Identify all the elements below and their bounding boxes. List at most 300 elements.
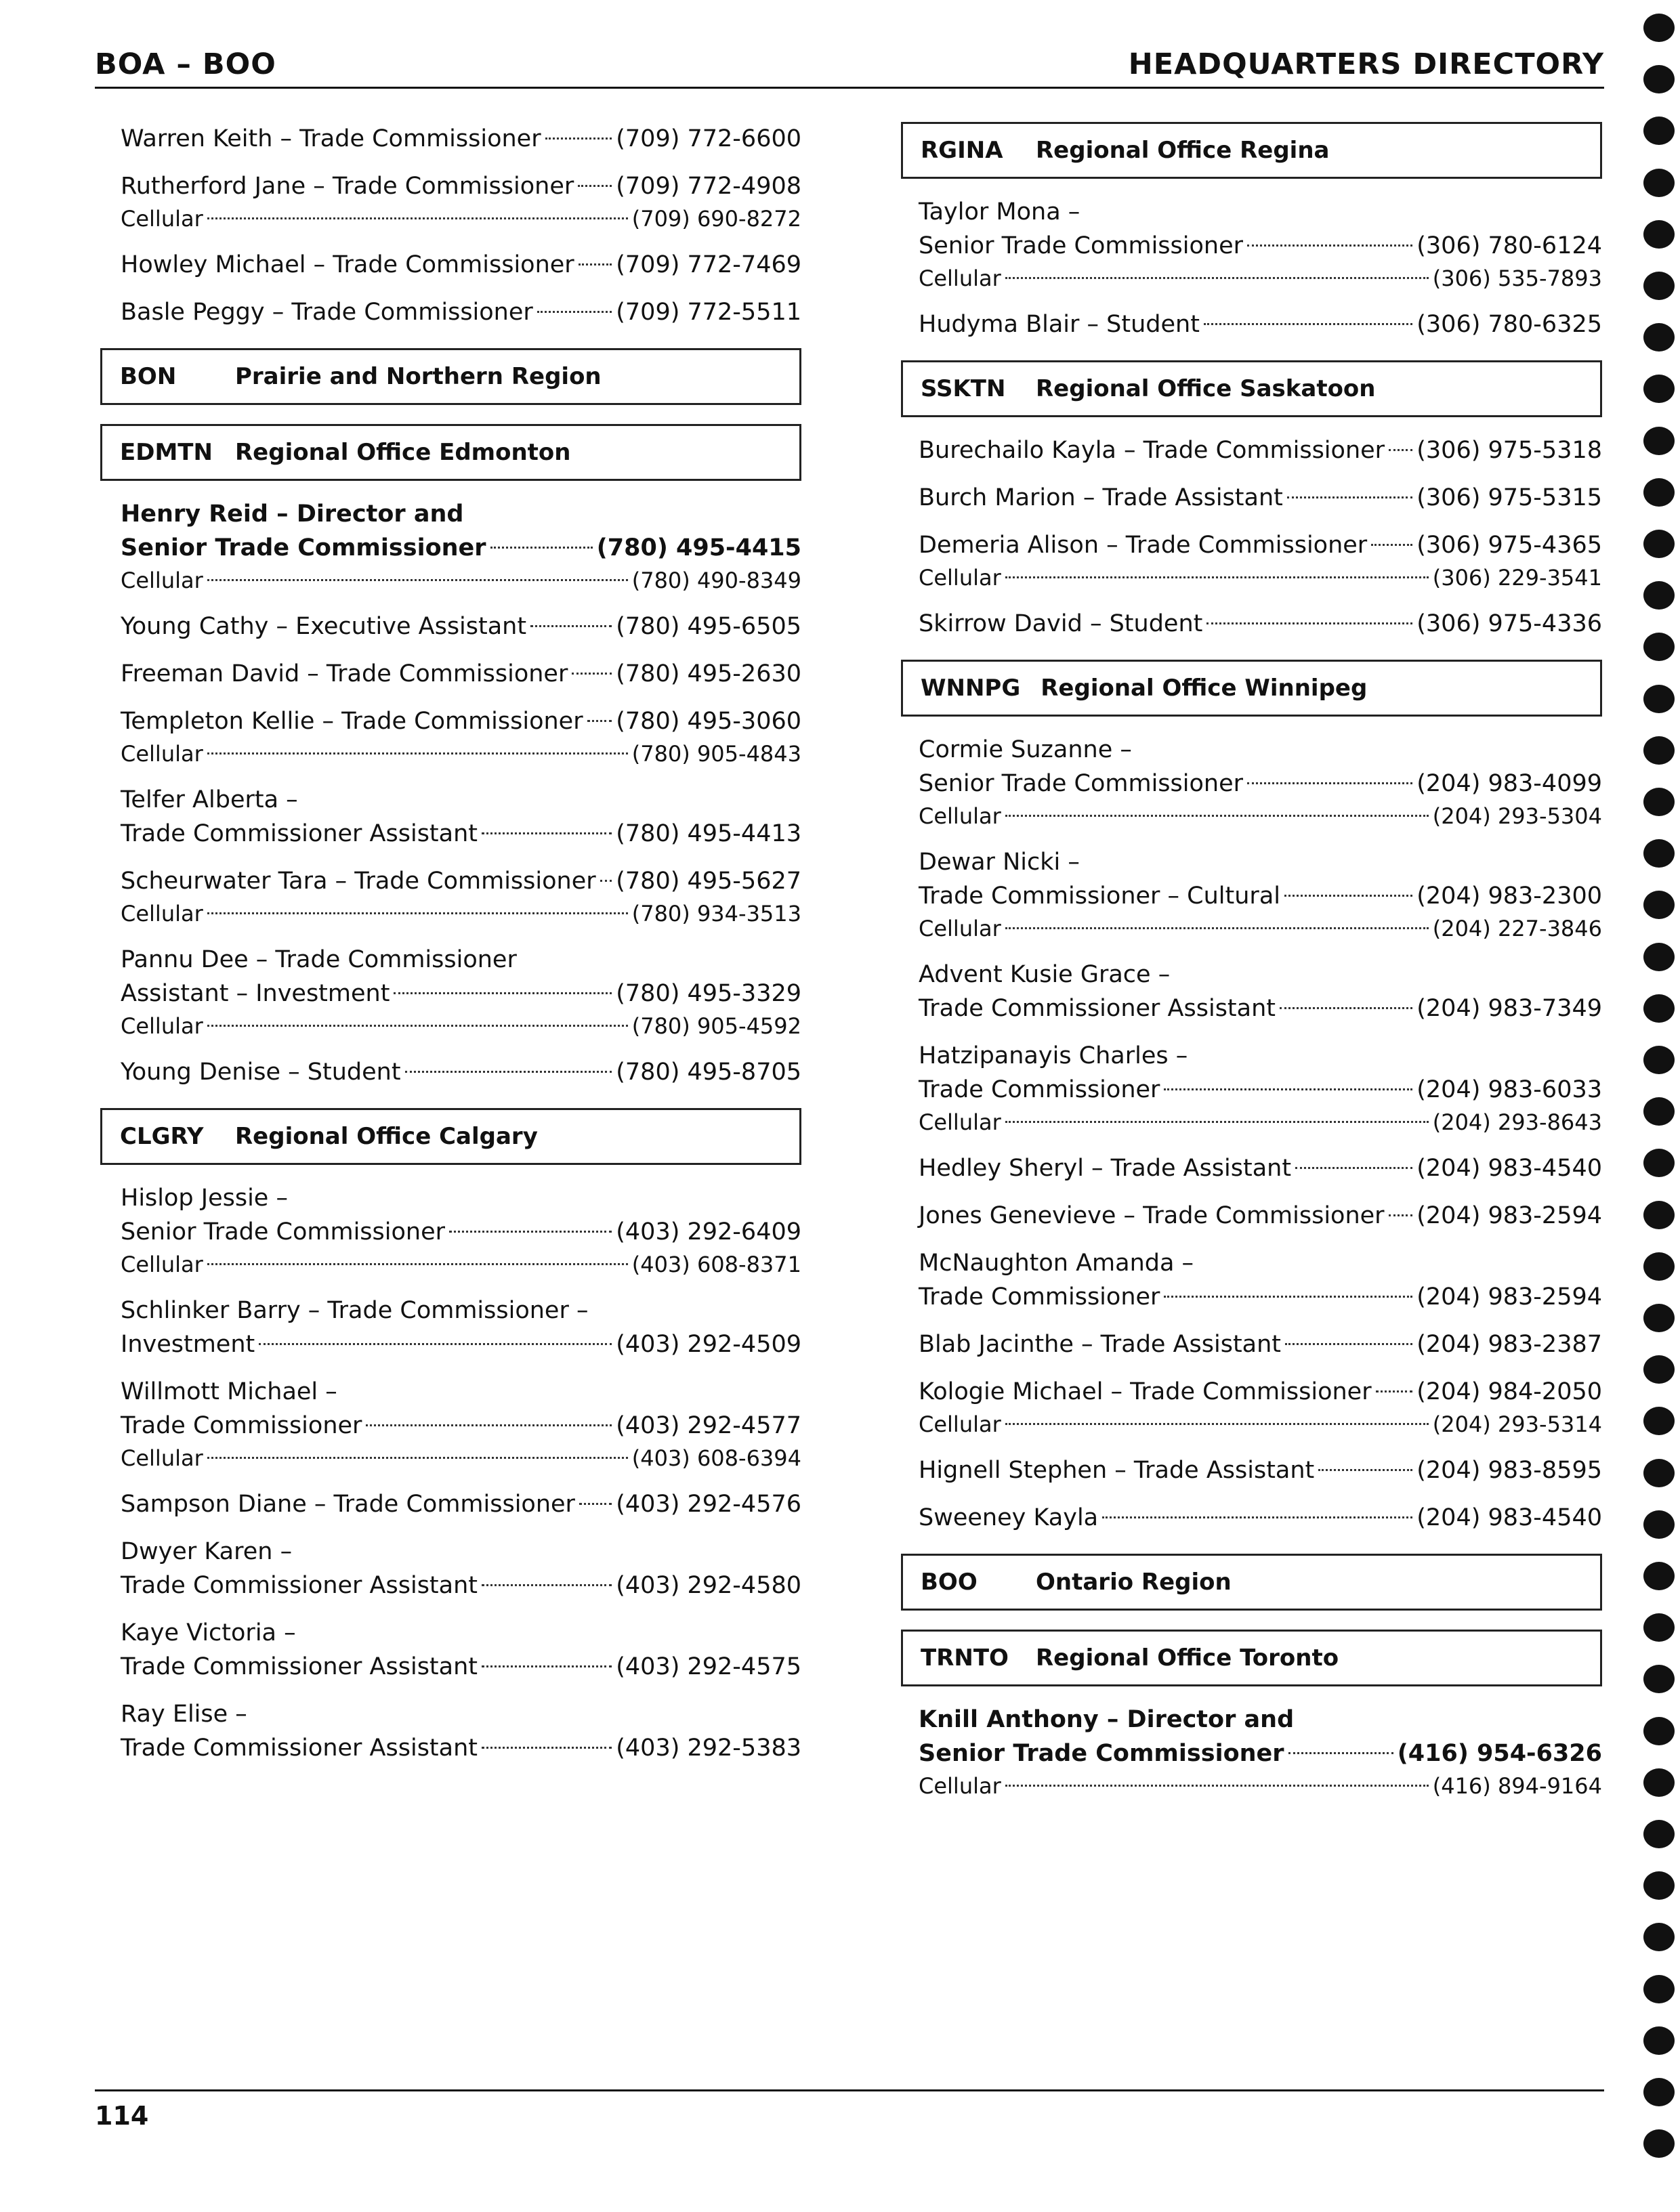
dot-leader — [1280, 1007, 1412, 1009]
binder-hole — [1643, 581, 1675, 610]
listing-name: Trade Commissioner Assistant — [121, 1653, 478, 1680]
binder-hole — [1643, 14, 1675, 42]
cellular-line — [919, 913, 1602, 944]
dot-leader — [579, 263, 612, 265]
dot-leader — [1318, 1469, 1412, 1471]
phone-number: (403) 608-8371 — [631, 1252, 801, 1277]
phone-number: (306) 975-5318 — [1416, 437, 1602, 464]
dot-leader — [1287, 496, 1412, 498]
phone-number: (780) 495-4415 — [596, 534, 801, 561]
section-edmtn — [100, 424, 801, 1089]
dot-leader — [537, 311, 612, 313]
listing-name: Rutherford Jane – Trade Commissioner — [121, 173, 574, 200]
phone-number: (780) 495-3329 — [616, 980, 801, 1007]
phone-number: (204) 983-7349 — [1416, 995, 1602, 1022]
listing-name: Templeton Kellie – Trade Commissioner — [121, 708, 583, 735]
binder-hole — [1643, 375, 1675, 403]
listing-name: Hislop Jessie – — [121, 1185, 288, 1212]
section-rgina — [901, 122, 1602, 341]
binder-hole — [1643, 943, 1675, 971]
section-clgry — [100, 1108, 801, 1765]
directory-entry — [919, 195, 1602, 294]
listing-name: Trade Commissioner Assistant — [121, 1572, 478, 1599]
listing-line — [121, 531, 801, 565]
phone-number: (780) 495-4413 — [616, 820, 801, 847]
dot-leader — [545, 137, 612, 140]
listing-line — [919, 1501, 1602, 1535]
phone-number: (204) 983-6033 — [1416, 1076, 1602, 1103]
listing-line — [121, 977, 801, 1011]
phone-number: (204) 983-4540 — [1416, 1504, 1602, 1531]
directory-entry — [121, 122, 801, 156]
section-code: WNNPG — [921, 675, 1021, 702]
binder-hole — [1643, 1046, 1675, 1074]
phone-number: (780) 495-3060 — [616, 708, 801, 735]
listing-line — [919, 433, 1602, 467]
phone-number: (306) 975-5315 — [1416, 484, 1602, 511]
binder-hole — [1643, 1562, 1675, 1590]
directory-entry — [919, 1501, 1602, 1535]
cellular-line — [121, 898, 801, 929]
dot-leader — [207, 1457, 628, 1459]
directory-entry — [121, 1375, 801, 1474]
dot-leader — [1288, 1752, 1393, 1754]
entry-list — [901, 195, 1602, 341]
directory-entry — [919, 733, 1602, 832]
dot-leader — [1376, 1390, 1413, 1392]
directory-entry — [919, 528, 1602, 593]
binder-hole — [1643, 478, 1675, 507]
listing-line — [919, 992, 1602, 1025]
dot-leader — [1102, 1516, 1412, 1518]
phone-number: (780) 490-8349 — [631, 568, 801, 593]
listing-line — [919, 1151, 1602, 1185]
dot-leader — [1247, 782, 1412, 784]
directory-entry — [919, 1039, 1602, 1138]
directory-entry — [121, 1181, 801, 1280]
section-header-ssktn — [901, 360, 1602, 417]
section-header-clgry — [100, 1108, 801, 1165]
phone-number: (780) 905-4843 — [631, 741, 801, 767]
dot-leader — [207, 912, 628, 914]
section-code: SSKTN — [921, 375, 1006, 402]
entry-list — [901, 1703, 1602, 1802]
listing-line — [919, 1280, 1602, 1314]
dot-leader — [405, 1071, 612, 1073]
directory-entry — [919, 958, 1602, 1025]
listing-name: Advent Kusie Grace – — [919, 961, 1171, 988]
listing-line — [121, 1650, 801, 1684]
section-code: BOO — [921, 1569, 978, 1596]
directory-entry — [919, 1199, 1602, 1233]
section-header-bon — [100, 348, 801, 405]
listing-line — [919, 607, 1602, 641]
phone-number: (780) 495-8705 — [616, 1059, 801, 1086]
cellular-label: Cellular — [919, 1109, 1001, 1135]
directory-entry — [919, 1327, 1602, 1361]
section-ssktn — [901, 360, 1602, 641]
cellular-label: Cellular — [919, 565, 1001, 591]
listing-line — [919, 528, 1602, 562]
binder-hole — [1643, 1097, 1675, 1126]
dot-leader — [1164, 1088, 1412, 1090]
dot-leader — [1389, 1214, 1413, 1216]
dot-leader — [1206, 622, 1412, 624]
binder-hole — [1643, 220, 1675, 249]
section-title: Regional Office Toronto — [1036, 1644, 1339, 1672]
phone-number: (416) 894-9164 — [1432, 1773, 1602, 1799]
binder-hole — [1643, 272, 1675, 300]
phone-number: (306) 535-7893 — [1432, 265, 1602, 291]
listing-name: Trade Commissioner Assistant — [919, 995, 1276, 1022]
section-code: TRNTO — [921, 1644, 1009, 1672]
section-title: Ontario Region — [1036, 1569, 1232, 1596]
phone-number: (306) 229-3541 — [1432, 565, 1602, 591]
listing-line — [121, 1055, 801, 1089]
phone-number: (204) 983-4099 — [1416, 770, 1602, 797]
listing-line — [121, 295, 801, 329]
binder-hole — [1643, 1871, 1675, 1900]
binder-hole — [1643, 1149, 1675, 1177]
directory-entry — [919, 1453, 1602, 1487]
phone-number: (403) 292-4509 — [616, 1331, 801, 1358]
listing-line — [919, 1327, 1602, 1361]
cellular-label: Cellular — [919, 803, 1001, 829]
listing-line — [919, 481, 1602, 515]
listing-name: Investment — [121, 1331, 255, 1358]
binder-hole — [1643, 1201, 1675, 1229]
binder-hole — [1643, 1717, 1675, 1745]
dot-leader — [207, 217, 628, 219]
binder-hole — [1643, 1407, 1675, 1435]
listing-name: Trade Commissioner — [919, 1076, 1160, 1103]
binder-hole — [1643, 839, 1675, 868]
listing-name: Jones Genevieve – Trade Commissioner — [919, 1202, 1385, 1229]
directory-entry — [121, 248, 801, 282]
listing-line — [121, 1409, 801, 1443]
listing-name: Young Cathy – Executive Assistant — [121, 613, 527, 640]
binder-hole — [1643, 116, 1675, 145]
directory-entry — [919, 1703, 1602, 1802]
section-title: Regional Office Winnipeg — [1041, 675, 1368, 702]
directory-entry — [919, 433, 1602, 467]
section-header-trnto — [901, 1630, 1602, 1686]
section-code: CLGRY — [120, 1123, 204, 1150]
cellular-line — [919, 1770, 1602, 1802]
phone-number: (416) 954-6326 — [1397, 1740, 1602, 1767]
binder-hole — [1643, 1459, 1675, 1487]
phone-number: (780) 495-2630 — [616, 660, 801, 687]
entry-list — [100, 497, 801, 1089]
binder-hole — [1643, 1768, 1675, 1797]
listing-name: Sampson Diane – Trade Commissioner — [121, 1491, 575, 1518]
binder-hole — [1643, 788, 1675, 816]
phone-number: (204) 983-2300 — [1416, 882, 1602, 910]
cellular-line — [919, 1107, 1602, 1138]
directory-entry — [121, 1055, 801, 1089]
phone-number: (403) 608-6394 — [631, 1445, 801, 1471]
listing-name: Hedley Sheryl – Trade Assistant — [919, 1155, 1292, 1182]
phone-number: (780) 495-5627 — [616, 868, 801, 895]
phone-number: (403) 292-4580 — [616, 1572, 801, 1599]
phone-number: (403) 292-4576 — [616, 1491, 801, 1518]
dot-leader — [1389, 449, 1412, 451]
section-header-edmtn — [100, 424, 801, 481]
cellular-line — [919, 562, 1602, 593]
cellular-label: Cellular — [121, 1013, 203, 1039]
cellular-label: Cellular — [919, 1411, 1001, 1437]
listing-line — [121, 704, 801, 738]
dot-leader — [482, 1665, 612, 1667]
cellular-label: Cellular — [121, 1445, 203, 1471]
phone-number: (403) 292-6409 — [616, 1218, 801, 1246]
binder-hole — [1643, 1820, 1675, 1848]
dot-leader — [600, 880, 612, 882]
dot-leader — [1371, 544, 1412, 546]
dot-leader — [207, 1025, 628, 1027]
dot-leader — [1005, 1121, 1429, 1123]
dot-leader — [578, 185, 612, 187]
directory-entry — [121, 704, 801, 769]
binder-hole — [1643, 891, 1675, 919]
listing-name: Ray Elise – — [121, 1701, 247, 1728]
section-code: RGINA — [921, 137, 1003, 164]
listing-line — [919, 307, 1602, 341]
dot-leader — [1295, 1167, 1412, 1169]
binder-hole — [1643, 1613, 1675, 1642]
dot-leader — [1285, 1343, 1412, 1345]
binder-hole — [1643, 530, 1675, 558]
directory-entry — [121, 783, 801, 851]
phone-number: (204) 983-2594 — [1416, 1202, 1602, 1229]
listing-line — [919, 1073, 1602, 1107]
section-boo — [901, 1554, 1602, 1611]
section-bon — [100, 348, 801, 405]
cellular-label: Cellular — [121, 741, 203, 767]
entry-list — [901, 433, 1602, 641]
cellular-line — [919, 801, 1602, 832]
listing-name: Trade Commissioner Assistant — [121, 820, 478, 847]
phone-number: (403) 292-5383 — [616, 1735, 801, 1762]
cellular-line — [121, 203, 801, 234]
binder-hole — [1643, 323, 1675, 352]
section-code: EDMTN — [120, 439, 213, 466]
section-header-boo — [901, 1554, 1602, 1611]
cellular-label: Cellular — [121, 206, 203, 232]
dot-leader — [587, 720, 612, 722]
binder-hole — [1643, 2078, 1675, 2106]
listing-line — [121, 864, 801, 898]
listing-name: Senior Trade Commissioner — [919, 232, 1244, 259]
dot-leader — [394, 992, 612, 994]
listing-name: Kaye Victoria – — [121, 1619, 296, 1646]
listing-name: Hignell Stephen – Trade Assistant — [919, 1457, 1315, 1484]
cellular-label: Cellular — [919, 916, 1001, 941]
dot-leader — [1005, 576, 1429, 578]
listing-name: Trade Commissioner – Cultural — [919, 882, 1280, 910]
listing-name: Howley Michael – Trade Commissioner — [121, 251, 574, 278]
listing-name: Taylor Mona – — [919, 198, 1080, 226]
binder-hole — [1643, 994, 1675, 1023]
phone-number: (204) 227-3846 — [1432, 916, 1602, 941]
dot-leader — [1005, 277, 1429, 279]
section-code: BON — [120, 363, 177, 390]
listing-name: Blab Jacinthe – Trade Assistant — [919, 1331, 1282, 1358]
header-title: HEADQUARTERS DIRECTORY — [1128, 47, 1604, 81]
listing-name: Burch Marion – Trade Assistant — [919, 484, 1283, 511]
listing-name: Sweeney Kayla — [919, 1504, 1099, 1531]
dot-leader — [482, 832, 612, 834]
dot-leader — [1164, 1296, 1412, 1298]
phone-number: (306) 975-4336 — [1416, 610, 1602, 637]
listing-name: Senior Trade Commissioner — [121, 534, 486, 561]
listing-name: Demeria Alison – Trade Commissioner — [919, 532, 1368, 559]
dot-leader — [1247, 244, 1412, 247]
directory-entry — [121, 1535, 801, 1602]
phone-number: (204) 983-8595 — [1416, 1457, 1602, 1484]
listing-name: Hudyma Blair – Student — [919, 311, 1200, 338]
dot-leader — [1005, 1785, 1429, 1787]
cellular-line — [919, 1409, 1602, 1440]
cellular-line — [121, 738, 801, 769]
listing-line — [121, 248, 801, 282]
right-column — [901, 122, 1602, 1821]
phone-number: (709) 690-8272 — [631, 206, 801, 232]
listing-line — [121, 1487, 801, 1521]
listing-name: Senior Trade Commissioner — [121, 1218, 446, 1246]
listing-name: Freeman David – Trade Commissioner — [121, 660, 568, 687]
cellular-line — [121, 1443, 801, 1474]
listing-line — [919, 1737, 1602, 1770]
section-header-rgina — [901, 122, 1602, 179]
listing-name: Warren Keith – Trade Commissioner — [121, 125, 541, 152]
cellular-label: Cellular — [919, 1773, 1001, 1799]
directory-entry — [919, 1246, 1602, 1314]
section-title: Prairie and Northern Region — [235, 363, 602, 390]
phone-number: (204) 293-8643 — [1432, 1109, 1602, 1135]
phone-number: (306) 975-4365 — [1416, 532, 1602, 559]
directory-entry — [919, 845, 1602, 944]
listing-name: Kologie Michael – Trade Commissioner — [919, 1378, 1372, 1405]
listing-line — [121, 1327, 801, 1361]
binder-hole — [1643, 1665, 1675, 1693]
directory-entry — [121, 497, 801, 596]
dot-leader — [482, 1584, 612, 1586]
phone-number: (780) 905-4592 — [631, 1013, 801, 1039]
listing-name: Young Denise – Student — [121, 1059, 401, 1086]
listing-line — [919, 229, 1602, 263]
dot-leader — [207, 1263, 628, 1265]
listing-name: Senior Trade Commissioner — [919, 770, 1244, 797]
listing-line — [919, 1375, 1602, 1409]
phone-number: (204) 984-2050 — [1416, 1378, 1602, 1405]
directory-entry — [121, 610, 801, 643]
dot-leader — [490, 547, 593, 549]
phone-number: (780) 495-6505 — [616, 613, 801, 640]
dot-leader — [449, 1231, 612, 1233]
section-title: Regional Office Saskatoon — [1036, 375, 1376, 402]
page-number: 114 — [95, 2101, 149, 2131]
listing-line — [919, 1453, 1602, 1487]
listing-line — [919, 767, 1602, 801]
phone-number: (709) 772-6600 — [616, 125, 801, 152]
phone-number: (709) 772-7469 — [616, 251, 801, 278]
section-title: Regional Office Regina — [1036, 137, 1330, 164]
listing-name: McNaughton Amanda – — [919, 1250, 1194, 1277]
dot-leader — [572, 673, 612, 675]
directory-entry — [121, 1616, 801, 1684]
left-column — [100, 122, 801, 1784]
binder-hole — [1643, 1923, 1675, 1951]
binder-hole — [1643, 65, 1675, 93]
phone-number: (306) 780-6124 — [1416, 232, 1602, 259]
listing-line — [121, 1215, 801, 1249]
cellular-label: Cellular — [121, 1252, 203, 1277]
cellular-line — [121, 565, 801, 596]
section-title: Regional Office Edmonton — [235, 439, 571, 466]
cellular-label: Cellular — [919, 265, 1001, 291]
listing-name: Telfer Alberta – — [121, 786, 298, 813]
phone-number: (204) 983-4540 — [1416, 1155, 1602, 1182]
cellular-line — [121, 1249, 801, 1280]
binder-hole — [1643, 169, 1675, 197]
cellular-label: Cellular — [121, 568, 203, 593]
cellular-label: Cellular — [121, 901, 203, 927]
section-title: Regional Office Calgary — [235, 1123, 538, 1150]
listing-name: Willmott Michael – — [121, 1378, 337, 1405]
directory-entry — [121, 1697, 801, 1765]
cellular-line — [919, 263, 1602, 294]
listing-name: Henry Reid – Director and — [121, 501, 464, 528]
listing-line — [919, 1199, 1602, 1233]
listing-name: Basle Peggy – Trade Commissioner — [121, 299, 533, 326]
directory-entry — [919, 607, 1602, 641]
entry-list — [100, 1181, 801, 1765]
listing-name: Senior Trade Commissioner — [919, 1740, 1284, 1767]
directory-entry — [919, 481, 1602, 515]
binder-holes — [1639, 14, 1680, 2212]
dot-leader — [1284, 895, 1412, 897]
binder-hole — [1643, 427, 1675, 455]
binder-hole — [1643, 736, 1675, 765]
phone-number: (204) 983-2594 — [1416, 1283, 1602, 1311]
directory-entry — [121, 169, 801, 234]
cellular-line — [121, 1011, 801, 1042]
binder-hole — [1643, 633, 1675, 661]
phone-number: (204) 293-5314 — [1432, 1411, 1602, 1437]
listing-name: Burechailo Kayla – Trade Commissioner — [919, 437, 1385, 464]
dot-leader — [207, 579, 628, 581]
binder-hole — [1643, 2129, 1675, 2158]
listing-name: Assistant – Investment — [121, 980, 390, 1007]
dot-leader — [366, 1424, 612, 1426]
top-entry-list — [100, 122, 801, 329]
binder-hole — [1643, 1252, 1675, 1281]
dot-leader — [259, 1343, 612, 1345]
listing-name: Knill Anthony – Director and — [919, 1706, 1295, 1733]
listing-line — [121, 817, 801, 851]
listing-name: Trade Commissioner — [919, 1283, 1160, 1311]
header-range: BOA – BOO — [95, 47, 276, 81]
dot-leader — [579, 1503, 612, 1505]
binder-hole — [1643, 1355, 1675, 1384]
listing-line — [121, 610, 801, 643]
phone-number: (204) 293-5304 — [1432, 803, 1602, 829]
phone-number: (709) 772-5511 — [616, 299, 801, 326]
dot-leader — [1005, 927, 1429, 929]
dot-leader — [207, 752, 628, 754]
listing-name: Dwyer Karen – — [121, 1538, 293, 1565]
